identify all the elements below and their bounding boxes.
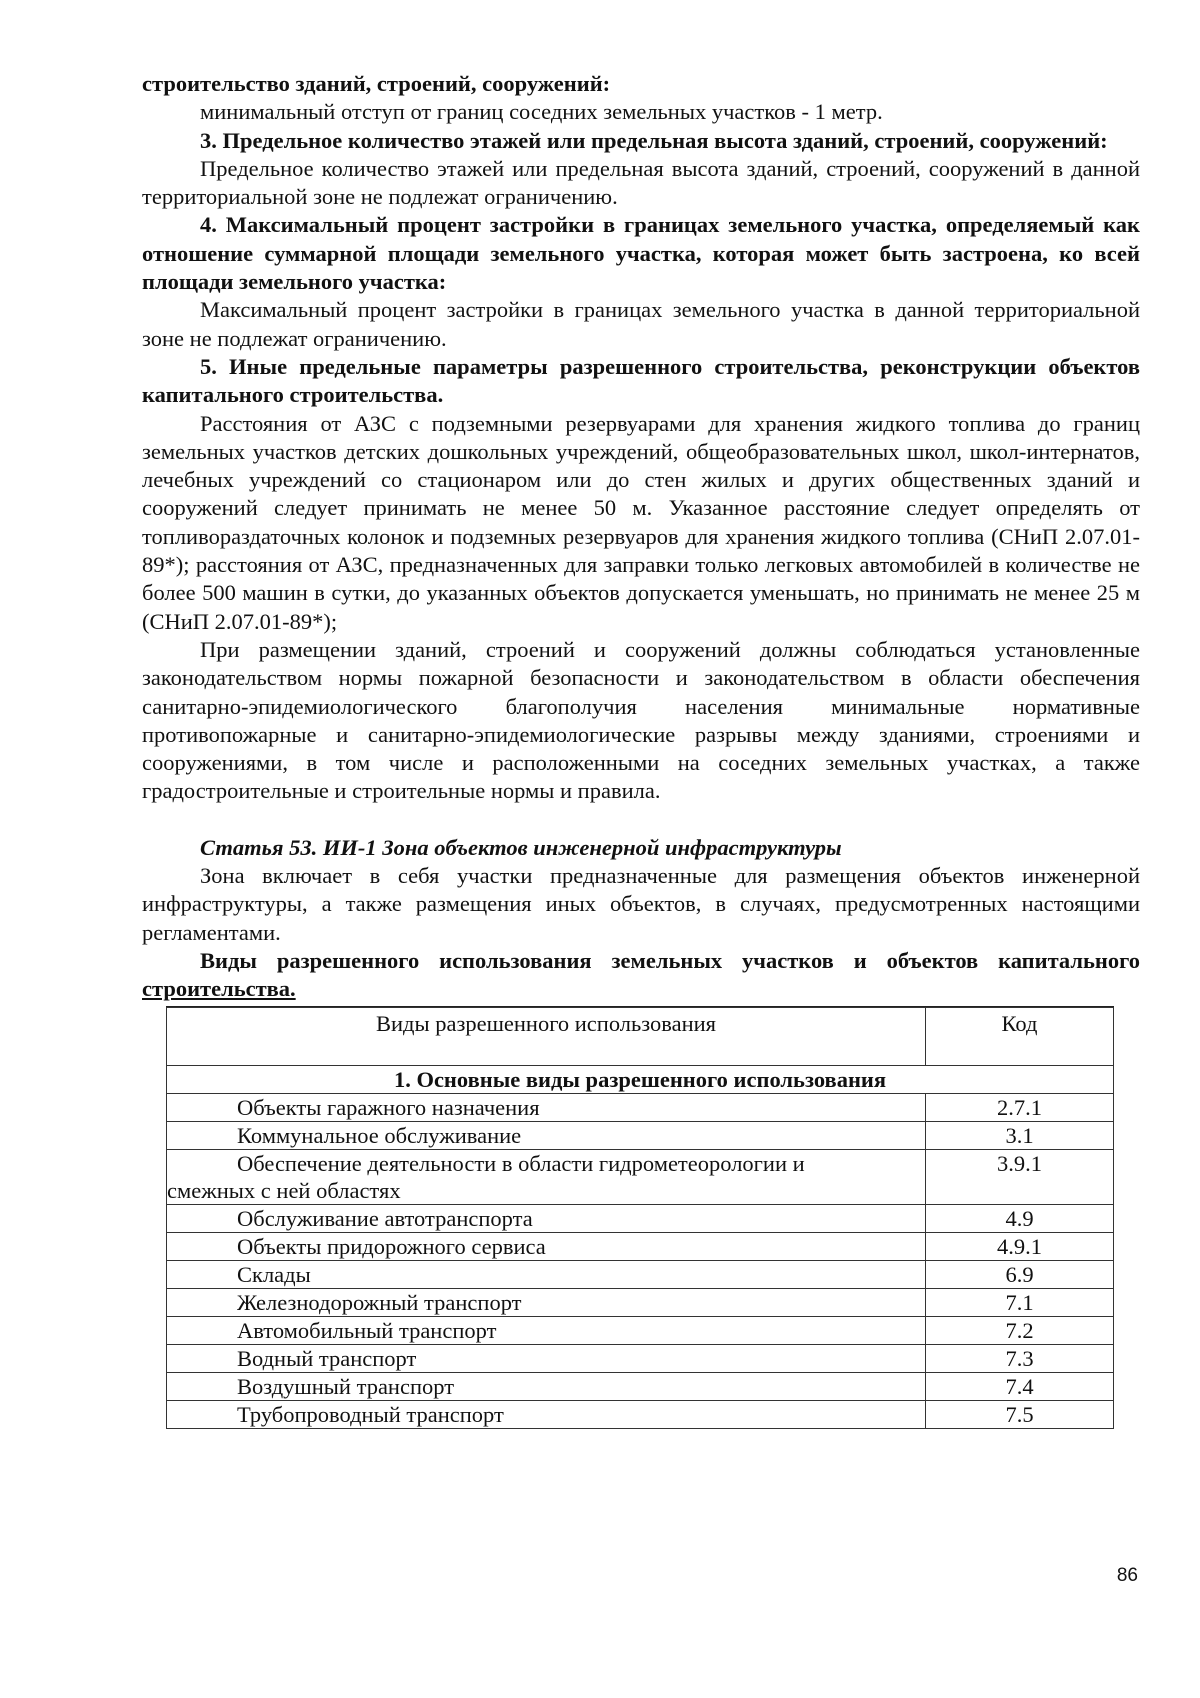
row-code: 7.1 bbox=[926, 1288, 1114, 1316]
row-name: Коммунальное обслуживание bbox=[237, 1122, 522, 1148]
document-page bbox=[142, 70, 1140, 1429]
row-name: Железнодорожный транспорт bbox=[237, 1289, 522, 1315]
section-3-heading: 3. Предельное количество этажей или предельная высота зданий, строений, сооружений: bbox=[200, 127, 1108, 153]
section-5-text-2: При размещении зданий, строений и сооружений должны соблюдаться установленные законодательством нормы пожарной безопасности и законодательством в области обеспечения санитарно-эпидемиологического благополучия населения минимальные нормативные противопожарные и санитарно-эпидемиологические разрывы между зданиями, строениями и сооружениями, в том числе и расположенными на соседних земельных участках, а также градостроительные и строительные нормы и правила. bbox=[142, 636, 1140, 804]
row-code: 7.3 bbox=[926, 1344, 1114, 1372]
table-row bbox=[167, 1093, 1114, 1121]
row-code: 4.9.1 bbox=[926, 1232, 1114, 1260]
heading-continuation: строительство зданий, строений, сооружений: bbox=[142, 71, 611, 96]
row-name-line-2: смежных с ней областях bbox=[167, 1177, 401, 1203]
header-code: Код bbox=[926, 1007, 1114, 1065]
uses-heading-b: строительства. bbox=[142, 976, 296, 1002]
section-5-text-1: Расстояния от АЗС с подземными резервуарами для хранения жидкого топлива до границ земельных участков детских дошкольных учреждений, общеобразовательных школ, школ-интернатов, лечебных учреждений со стационаром или до стен жилых и других общественных зданий и сооружений следует принимать не менее 50 м. Указанное расстояние следует определять от топливораздаточных колонок и подземных резервуаров для хранения жидкого топлива (СНиП 2.07.01-89*); расстояния от АЗС, предназначенных для заправки только легковых автомобилей в количестве не более 500 машин в сутки, до указанных объектов допускается уменьшать, но принимать не менее 25 м (СНиП 2.07.01-89*); bbox=[142, 410, 1140, 634]
row-code: 7.2 bbox=[926, 1316, 1114, 1344]
row-code: 7.4 bbox=[926, 1372, 1114, 1400]
row-code: 7.5 bbox=[926, 1400, 1114, 1428]
table-row bbox=[167, 1121, 1114, 1149]
row-name: Воздушный транспорт bbox=[237, 1373, 455, 1399]
row-name: Водный транспорт bbox=[237, 1345, 417, 1371]
row-name: Автомобильный транспорт bbox=[237, 1317, 497, 1343]
row-name: Обслуживание автотранспорта bbox=[237, 1205, 533, 1231]
row-name: Объекты гаражного назначения bbox=[237, 1094, 540, 1120]
section-1-title: 1. Основные виды разрешенного использования bbox=[167, 1065, 1114, 1093]
row-code: 6.9 bbox=[926, 1260, 1114, 1288]
table-row bbox=[167, 1260, 1114, 1288]
row-name: Объекты придорожного сервиса bbox=[237, 1233, 546, 1259]
table-row bbox=[167, 1344, 1114, 1372]
section-5-heading: 5. Иные предельные параметры разрешенного строительства, реконструкции объектов капитального строительства. bbox=[142, 353, 1140, 408]
article-text: Зона включает в себя участки предназначенные для размещения объектов инженерной инфраструктуры, а также размещения иных объектов, в случаях, предусмотренных настоящими регламентами. bbox=[142, 863, 1140, 945]
row-code: 2.7.1 bbox=[926, 1093, 1114, 1121]
uses-heading-a: Виды разрешенного использования земельных участков и объектов капитального bbox=[200, 947, 1140, 973]
section-3-text: Предельное количество этажей или предельная высота зданий, строений, сооружений в данной территориальной зоне не подлежат ограничению. bbox=[142, 155, 1140, 210]
table-row bbox=[167, 1232, 1114, 1260]
table-row bbox=[167, 1316, 1114, 1344]
section-row bbox=[167, 1065, 1114, 1093]
table-header-row bbox=[167, 1007, 1114, 1065]
table-row bbox=[167, 1288, 1114, 1316]
table-row bbox=[167, 1204, 1114, 1232]
article-title: Статья 53. ИИ-1 Зона объектов инженерной инфраструктуры bbox=[200, 834, 842, 860]
table-row bbox=[167, 1372, 1114, 1400]
spacer bbox=[142, 806, 1140, 834]
section-4-heading: 4. Максимальный процент застройки в границах земельного участка, определяемый как отношение суммарной площади земельного участка, которая может быть застроена, ко всей площади земельного участка: bbox=[142, 212, 1140, 295]
row-name-line-1: Обеспечение деятельности в области гидрометеорологии и bbox=[237, 1150, 805, 1176]
row-code: 4.9 bbox=[926, 1204, 1114, 1232]
section-4-text: Максимальный процент застройки в границах земельного участка в данной территориальной зоне не подлежат ограничению. bbox=[142, 297, 1140, 351]
row-code: 3.9.1 bbox=[926, 1149, 1114, 1204]
min-setback-text: минимальный отступ от границ соседних земельных участков - 1 метр. bbox=[200, 99, 883, 125]
uses-table bbox=[166, 1007, 1114, 1429]
header-name: Виды разрешенного использования bbox=[167, 1007, 926, 1065]
row-name: Склады bbox=[237, 1261, 311, 1287]
page-number: 86 bbox=[1116, 1565, 1138, 1586]
row-name: Трубопроводный транспорт bbox=[237, 1401, 504, 1427]
uses-heading bbox=[142, 947, 1140, 1004]
table-row bbox=[167, 1149, 1114, 1204]
uses-table-wrapper bbox=[166, 1006, 1114, 1429]
row-code: 3.1 bbox=[926, 1121, 1114, 1149]
table-row bbox=[167, 1400, 1114, 1428]
